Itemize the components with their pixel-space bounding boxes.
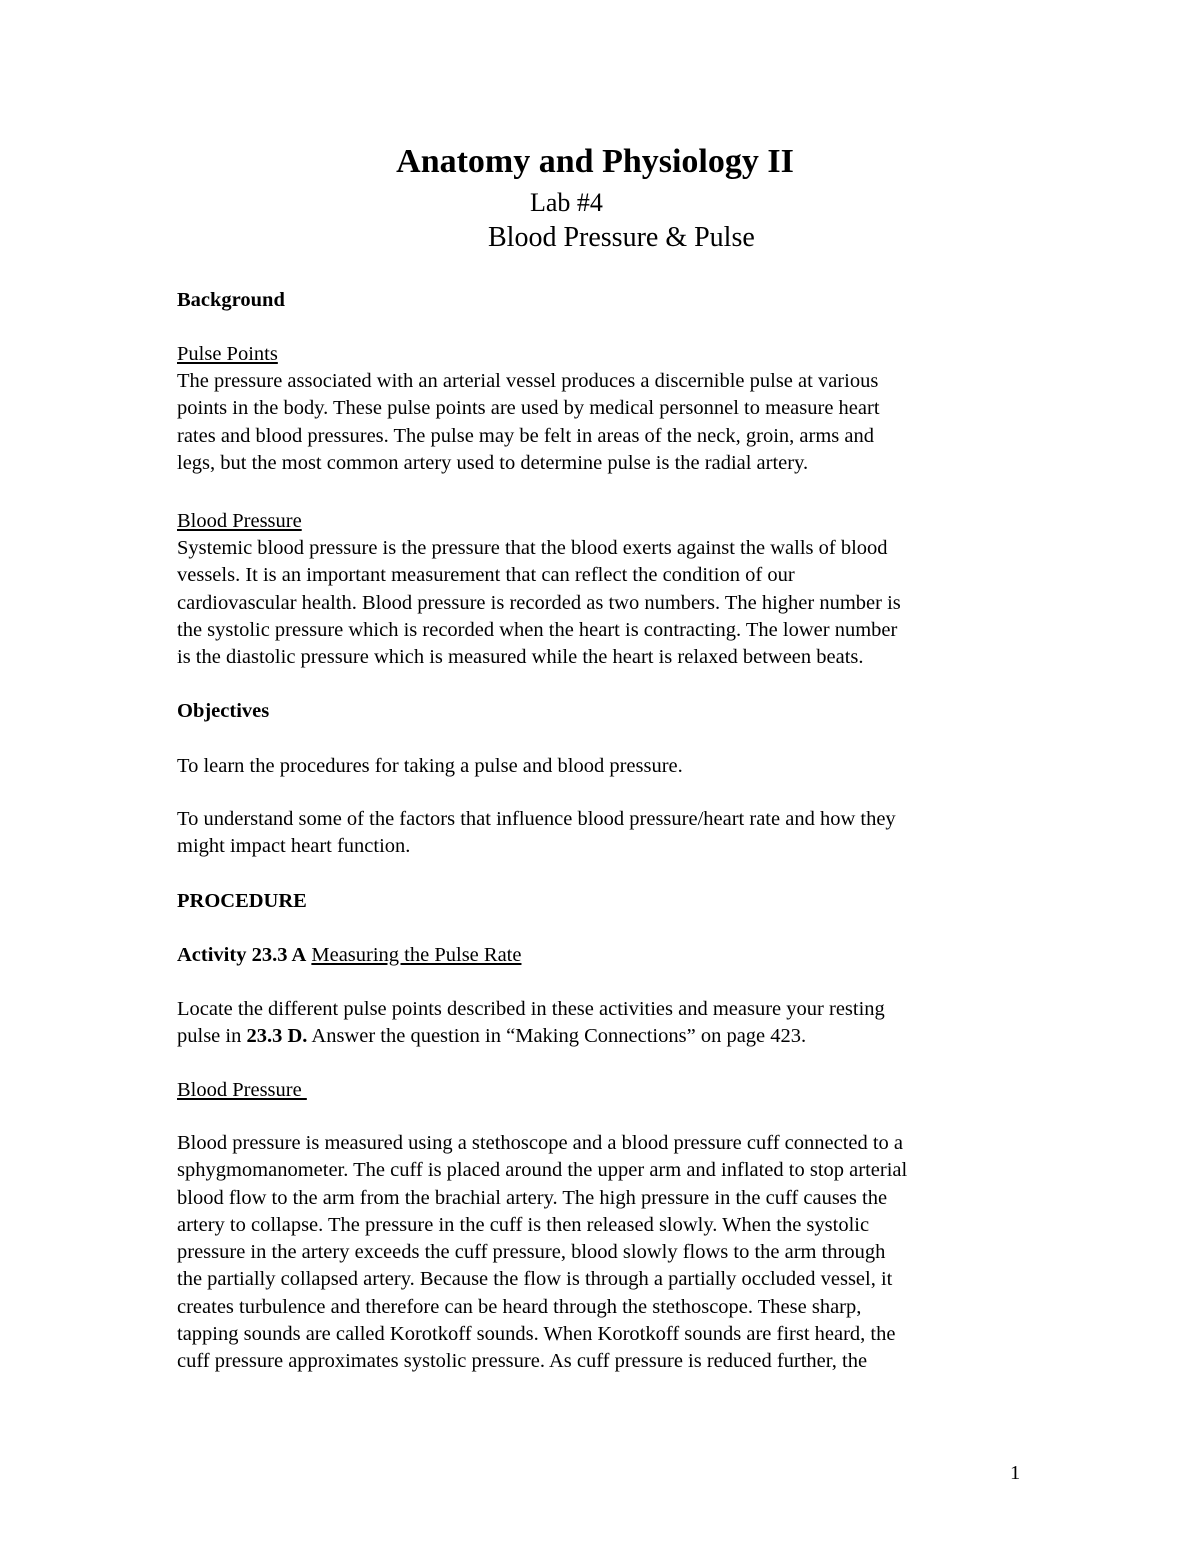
- paragraph-line: cardiovascular health. Blood pressure is recorded as two numbers. The higher number is: [177, 591, 901, 614]
- document-title: Anatomy and Physiology II: [396, 143, 794, 180]
- paragraph-line: [177, 1023, 1027, 1050]
- line-suffix: Answer the question in “Making Connections” on page 423.: [307, 1025, 807, 1048]
- procedure-blood-pressure-paragraph: [177, 1130, 1027, 1376]
- paragraph-line: Systemic blood pressure is the pressure that the blood exerts against the walls of blood: [177, 537, 888, 559]
- lab-topic: Blood Pressure & Pulse: [488, 222, 755, 253]
- paragraph-line: To understand some of the factors that influence blood pressure/heart rate and how they: [177, 808, 896, 830]
- paragraph-line: the partially collapsed artery. Because the flow is through a partially occluded vessel, it: [177, 1268, 893, 1291]
- paragraph-line: The pressure associated with an arterial vessel produces a discernible pulse at various: [177, 370, 879, 392]
- paragraph-line: sphygmomanometer. The cuff is placed around the upper arm and inflated to stop arterial: [177, 1159, 908, 1182]
- objectives-heading: Objectives: [177, 700, 270, 722]
- paragraph-line: blood flow to the arm from the brachial artery. The high pressure in the cuff causes the: [177, 1186, 888, 1209]
- paragraph-line: points in the body. These pulse points are used by medical personnel to measure heart: [177, 397, 880, 420]
- paragraph-line: the systolic pressure which is recorded when the heart is contracting. The lower number: [177, 618, 898, 641]
- lab-number: Lab #4: [530, 188, 603, 217]
- paragraph-line: rates and blood pressures. The pulse may be felt in areas of the neck, groin, arms and: [177, 424, 874, 447]
- paragraph-line: creates turbulence and therefore can be heard through the stethoscope. These sharp,: [177, 1295, 862, 1318]
- paragraph-line: legs, but the most common artery used to determine pulse is the radial artery.: [177, 451, 809, 474]
- background-heading: Background: [177, 289, 285, 311]
- paragraph-line: is the diastolic pressure which is measured while the heart is relaxed between beats.: [177, 646, 864, 669]
- paragraph-line: pressure in the artery exceeds the cuff pressure, blood slowly flows to the arm through: [177, 1241, 886, 1264]
- blood-pressure-subheading: Blood Pressure: [177, 510, 302, 532]
- activity-reference: 23.3 D.: [246, 1025, 308, 1048]
- line-prefix: pulse in: [177, 1025, 247, 1048]
- activity-paragraph: [177, 996, 1027, 1051]
- pulse-points-subheading: Pulse Points: [177, 343, 278, 365]
- objective-item: [177, 806, 1027, 861]
- paragraph-line: Blood pressure is measured using a stethoscope and a blood pressure cuff connected to a: [177, 1132, 904, 1154]
- paragraph-line: Locate the different pulse points described in these activities and measure your resting: [177, 998, 885, 1020]
- objective-item: To learn the procedures for taking a pulse and blood pressure.: [177, 755, 683, 777]
- activity-heading: [177, 942, 1027, 969]
- procedure-heading: PROCEDURE: [177, 890, 307, 912]
- blood-pressure-paragraph: [177, 535, 1027, 671]
- procedure-blood-pressure-subheading: Blood Pressure: [177, 1079, 307, 1101]
- paragraph-line: vessels. It is an important measurement that can reflect the condition of our: [177, 564, 795, 587]
- paragraph-line: cuff pressure approximates systolic pressure. As cuff pressure is reduced further, the: [177, 1350, 868, 1373]
- page-number: 1: [1010, 1462, 1021, 1484]
- pulse-points-paragraph: [177, 368, 1027, 477]
- paragraph-line: artery to collapse. The pressure in the cuff is then released slowly. When the systolic: [177, 1213, 870, 1236]
- activity-title: Measuring the Pulse Rate: [311, 944, 522, 966]
- activity-label: Activity 23.3 A: [177, 944, 307, 966]
- paragraph-line: tapping sounds are called Korotkoff sounds. When Korotkoff sounds are first heard, the: [177, 1323, 896, 1346]
- paragraph-line: might impact heart function.: [177, 835, 411, 858]
